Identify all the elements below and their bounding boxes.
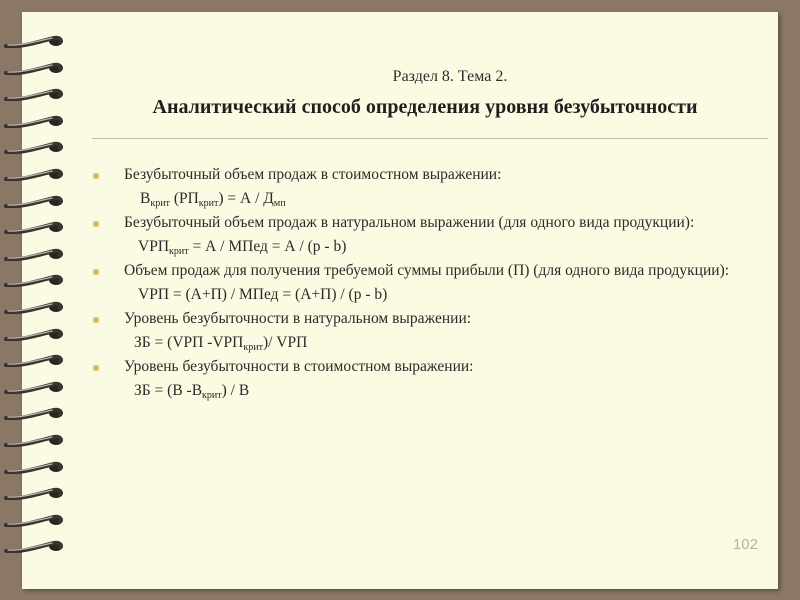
list-item-text: Объем продаж для получения требуемой суммы прибыли (П) (для одного вида продукции):: [124, 262, 730, 279]
binding-ring: [2, 163, 82, 181]
list-item: [90, 164, 750, 186]
formula-part: = А / МПед = А / (p - b): [188, 238, 347, 255]
list-item-text: Безубыточный объем продаж в натуральном выражении (для одного вида продукции):: [124, 214, 695, 231]
bullet-icon: [93, 365, 99, 371]
title-divider: [92, 138, 768, 139]
binding-ring: [2, 243, 82, 261]
binding-ring: [2, 296, 82, 314]
binding-ring: [2, 216, 82, 234]
binding-ring: [2, 376, 82, 394]
slide-title: Аналитический способ определения уровня безубыточности: [152, 96, 698, 118]
formula-subscript: крит: [150, 198, 170, 209]
list-item: [90, 356, 750, 378]
binding-ring: [2, 509, 82, 527]
formula-part: ) = А / Д: [218, 190, 274, 207]
slide-content: [90, 164, 750, 404]
slide-subtitle: Раздел 8. Тема 2.: [392, 68, 508, 85]
binding-ring: [2, 269, 82, 287]
formula-subscript: крит: [243, 342, 263, 353]
binding-ring: [2, 30, 82, 48]
formula-safety-margin-value: [90, 380, 750, 402]
binding-ring: [2, 456, 82, 474]
formula-part: VРП: [138, 238, 170, 255]
binding-ring: [2, 323, 82, 341]
list-item: [90, 308, 750, 330]
bullet-icon: [93, 173, 99, 179]
binding-ring: [2, 429, 82, 447]
formula-part: ЗБ = (VРП -VРП: [134, 334, 244, 351]
formula-subscript: мп: [273, 198, 286, 209]
formula-safety-margin-volume: [90, 332, 750, 354]
formula-part: VРП = (А+П) / МПед = (А+П) / (p - b): [138, 286, 388, 303]
formula-breakeven-value: [90, 188, 750, 210]
binding-ring: [2, 190, 82, 208]
formula-part: В: [140, 190, 151, 207]
binding-ring: [2, 402, 82, 420]
formula-subscript: крит: [169, 246, 189, 257]
bullet-icon: [93, 221, 99, 227]
formula-part: ) / В: [221, 382, 250, 399]
binding-ring: [2, 482, 82, 500]
formula-breakeven-volume: [90, 236, 750, 258]
page-number: 102: [732, 536, 758, 553]
formula-part: )/ VРП: [262, 334, 308, 351]
slide-page: [22, 12, 778, 589]
bullet-icon: [93, 269, 99, 275]
formula-subscript: крит: [198, 198, 219, 209]
list-item: [90, 212, 750, 234]
list-item-text: Уровень безубыточности в стоимостном выражении:: [124, 358, 474, 375]
formula-part: (РП: [169, 190, 199, 207]
binding-ring: [2, 535, 82, 553]
bullet-icon: [93, 317, 99, 323]
formula-part: ЗБ = (В -В: [134, 382, 203, 399]
binding-ring: [2, 349, 82, 367]
list-item: [90, 260, 750, 282]
list-item-text: Безубыточный объем продаж в стоимостном выражении:: [124, 166, 502, 183]
binding-ring: [2, 136, 82, 154]
list-item-text: Уровень безубыточности в натуральном выражении:: [124, 310, 472, 327]
formula-subscript: крит: [202, 390, 222, 401]
formula-target-profit-volume: [90, 284, 750, 306]
